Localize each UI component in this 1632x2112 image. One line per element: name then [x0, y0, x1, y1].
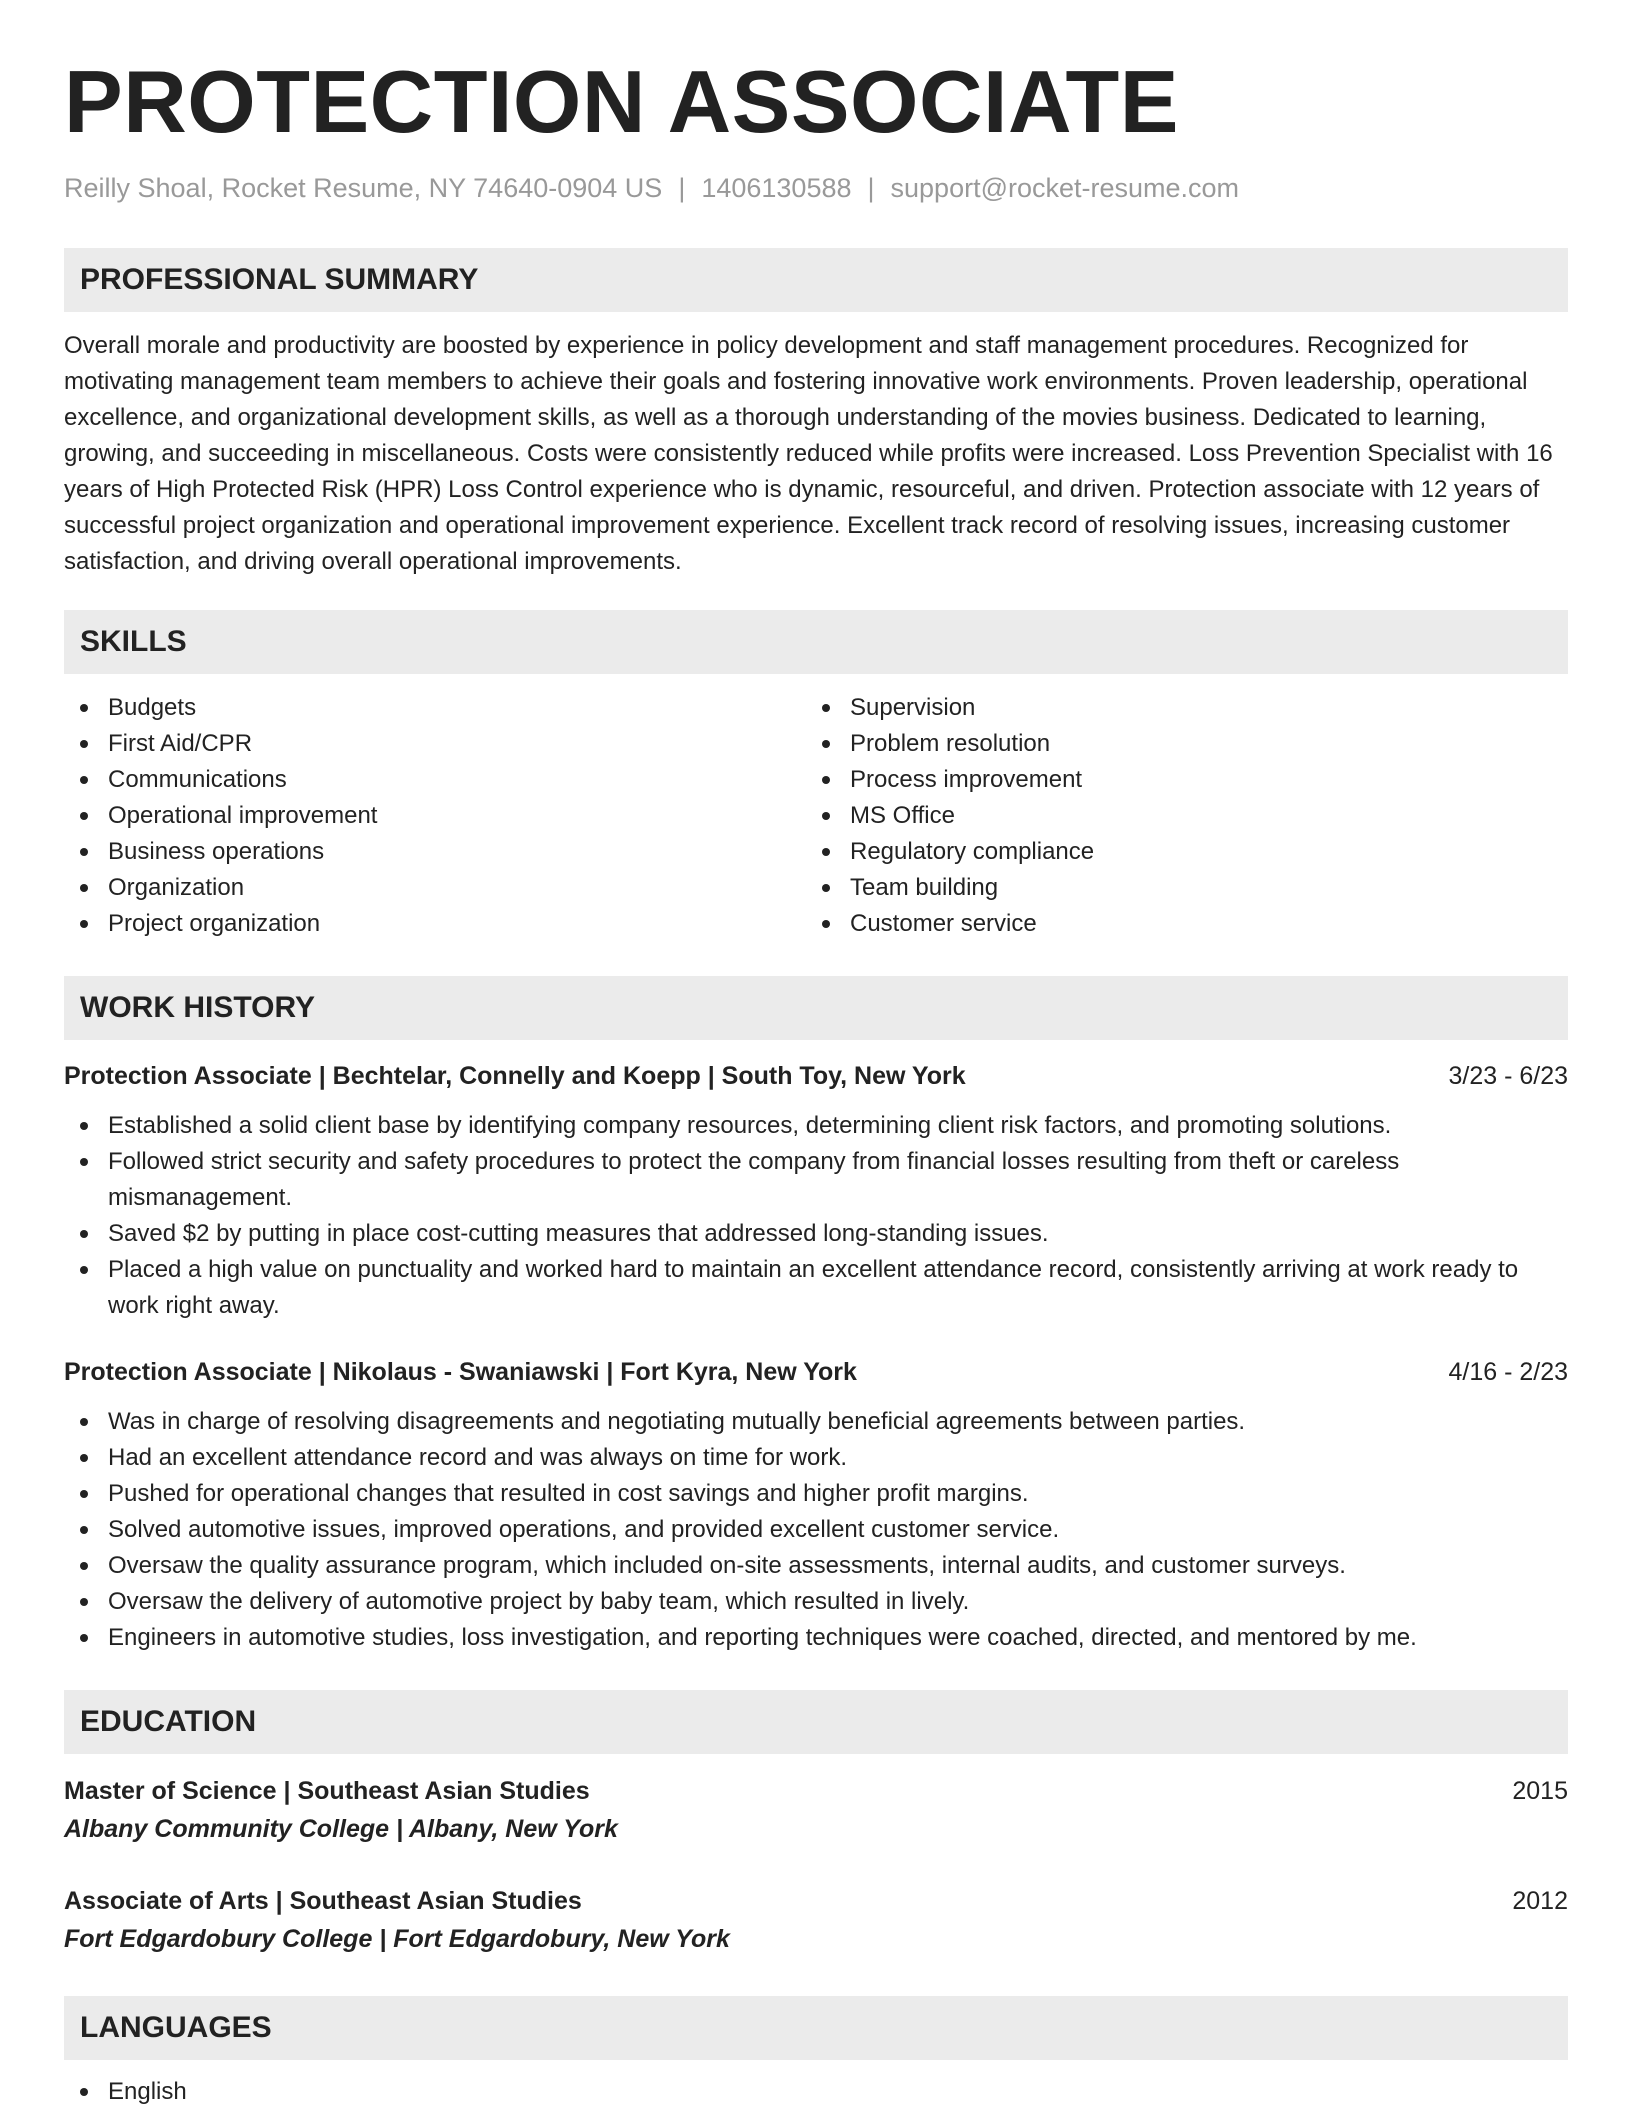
section-header-education: EDUCATION	[64, 1690, 1568, 1754]
skill-item: Problem resolution	[806, 726, 1548, 762]
education-header	[64, 1772, 1568, 1810]
skill-item: Business operations	[64, 834, 806, 870]
job-duty: Followed strict security and safety procedures to protect the company from financial losses resulting from theft or careless mismanagement.	[64, 1144, 1568, 1216]
resume-page	[64, 0, 1568, 2110]
education-degree: Master of Science | Southeast Asian Studies	[64, 1777, 590, 1805]
job-duty: Oversaw the delivery of automotive project by baby team, which resulted in lively.	[64, 1584, 1568, 1620]
education-school: Albany Community College | Albany, New York	[64, 1815, 618, 1843]
education-entry	[64, 1772, 1568, 1848]
skill-item: Project organization	[64, 906, 806, 942]
section-header-skills: SKILLS	[64, 610, 1568, 674]
skill-item: MS Office	[806, 798, 1548, 834]
job-duty: Had an excellent attendance record and was always on time for work.	[64, 1440, 1568, 1476]
job-title: Protection Associate | Bechtelar, Connelly and Koepp | South Toy, New York	[64, 1062, 966, 1090]
summary-text: Overall morale and productivity are boosted by experience in policy development and staff management procedures. Recognized for motivating management team members to achieve their goals and fostering innovative work environments. Proven leadership, operational excellence, and organizational development skills, as well as a thorough understanding of the movies business. Dedicated to learning, growing, and succeeding in miscellaneous. Costs were consistently reduced while profits were increased. Loss Prevention Specialist with 16 years of High Protected Risk (HPR) Loss Control experience who is dynamic, resourceful, and driven. Protection associate with 12 years of successful project organization and operational improvement experience. Excellent track record of resolving issues, increasing customer satisfaction, and driving overall operational improvements.	[64, 332, 1553, 575]
contact-phone: 1406130588	[701, 173, 852, 203]
resume-title: PROTECTION ASSOCIATE	[64, 52, 1179, 151]
education-degree: Associate of Arts | Southeast Asian Studies	[64, 1887, 582, 1915]
skill-item: Supervision	[806, 690, 1548, 726]
education-year: 2015	[1512, 1777, 1568, 1805]
skills-column-right	[806, 690, 1548, 942]
section-header-summary: PROFESSIONAL SUMMARY	[64, 248, 1568, 312]
job-title: Protection Associate | Nikolaus - Swaniawski | Fort Kyra, New York	[64, 1358, 857, 1386]
section-header-languages: LANGUAGES	[64, 1996, 1568, 2060]
job-duty: Established a solid client base by identifying company resources, determining client risk factors, and promoting solutions.	[64, 1108, 1568, 1144]
education-entry	[64, 1882, 1568, 1958]
job-duty: Saved $2 by putting in place cost-cutting measures that addressed long-standing issues.	[64, 1216, 1568, 1252]
language-item: English	[64, 2074, 1568, 2110]
skill-item: Customer service	[806, 906, 1548, 942]
contact-line	[64, 170, 1568, 206]
languages-list	[64, 2074, 1568, 2110]
job-duty: Oversaw the quality assurance program, which included on-site assessments, internal audits, and customer surveys.	[64, 1548, 1568, 1584]
contact-email: support@rocket-resume.com	[890, 173, 1240, 203]
education-header	[64, 1882, 1568, 1920]
section-header-work-history: WORK HISTORY	[64, 976, 1568, 1040]
education-school: Fort Edgardobury College | Fort Edgardobury, New York	[64, 1925, 730, 1953]
job-duties	[64, 1108, 1568, 1324]
skills-list	[64, 690, 1568, 942]
skill-item: Communications	[64, 762, 806, 798]
skill-item: Process improvement	[806, 762, 1548, 798]
job-duty: Pushed for operational changes that resulted in cost savings and higher profit margins.	[64, 1476, 1568, 1512]
job-header	[64, 1058, 1568, 1094]
job-duty: Was in charge of resolving disagreements and negotiating mutually beneficial agreements between parties.	[64, 1404, 1568, 1440]
contact-address: Reilly Shoal, Rocket Resume, NY 74640-0904 US	[64, 173, 663, 203]
job-duty: Placed a high value on punctuality and worked hard to maintain an excellent attendance record, consistently arriving at work ready to work right away.	[64, 1252, 1568, 1324]
contact-separator: |	[867, 173, 875, 203]
job-dates: 3/23 - 6/23	[1448, 1062, 1568, 1090]
skills-column-left	[64, 690, 806, 942]
contact-separator: |	[678, 173, 686, 203]
skill-item: Regulatory compliance	[806, 834, 1548, 870]
skill-item: Organization	[64, 870, 806, 906]
job-header	[64, 1354, 1568, 1390]
job-duty: Solved automotive issues, improved operations, and provided excellent customer service.	[64, 1512, 1568, 1548]
job-duty: Engineers in automotive studies, loss investigation, and reporting techniques were coached, directed, and mentored by me.	[64, 1620, 1568, 1656]
skill-item: First Aid/CPR	[64, 726, 806, 762]
job-duties	[64, 1404, 1568, 1656]
job-entry	[64, 1354, 1568, 1656]
skill-item: Operational improvement	[64, 798, 806, 834]
job-entry	[64, 1058, 1568, 1324]
education-year: 2012	[1512, 1887, 1568, 1915]
skill-item: Team building	[806, 870, 1548, 906]
skill-item: Budgets	[64, 690, 806, 726]
job-dates: 4/16 - 2/23	[1448, 1358, 1568, 1386]
